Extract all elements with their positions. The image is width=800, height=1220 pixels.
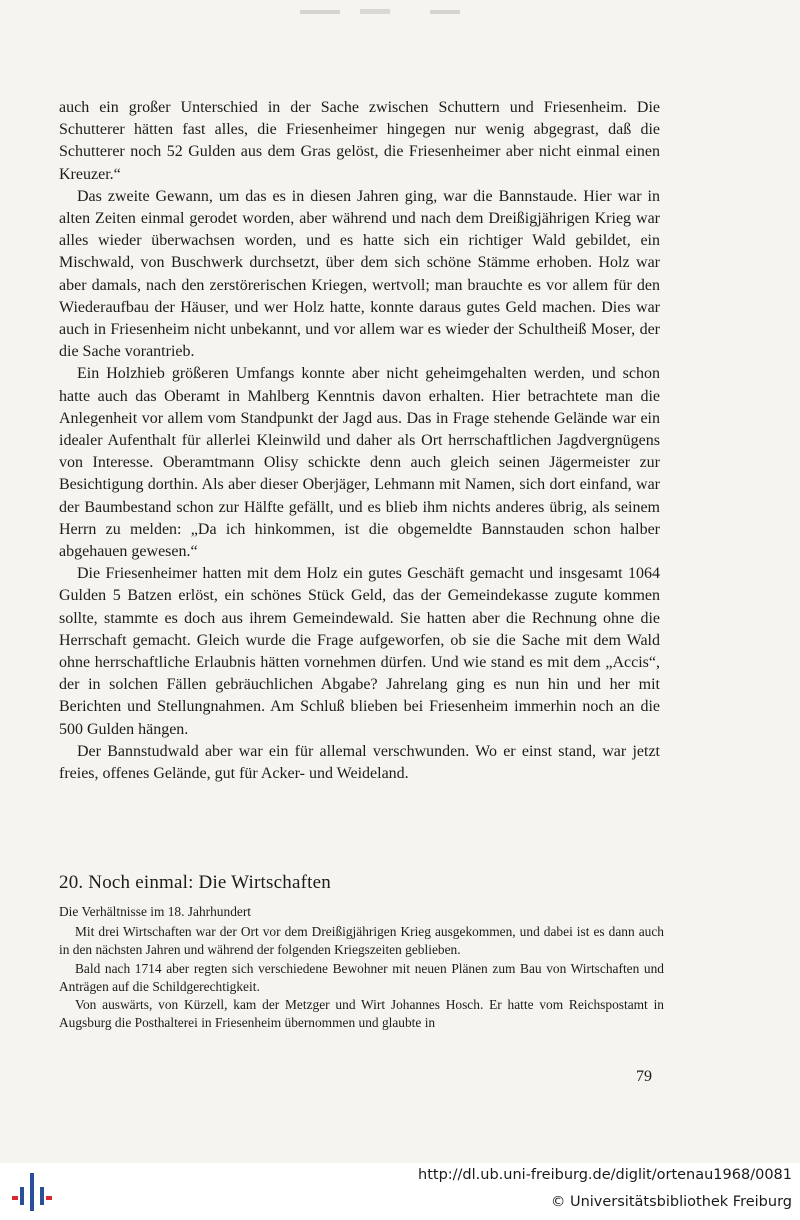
subsection-paragraph: Bald nach 1714 aber regten sich verschiedene Bewohner mit neuen Plänen zum Bau von Wirtschaften und Anträgen auf die Schildgerechtigkeit. xyxy=(59,960,664,994)
subsection-paragraph: Mit drei Wirtschaften war der Ort vor dem Dreißigjährigen Krieg ausgekommen, und dabei ist es dann auch in den nächsten Jahren und während der folgenden Kriegszeiten geblieben. xyxy=(59,924,664,958)
subsection-paragraph: Von auswärts, von Kürzell, kam der Metzger und Wirt Johannes Hosch. Er hatte vom Reichspostamt in Augsburg die Posthalterei in Friesenheim übernommen und glaubte in xyxy=(59,997,664,1031)
body-text xyxy=(59,97,660,785)
permalink-url[interactable]: http://dl.ub.uni-freiburg.de/diglit/ortenau1968/0081 xyxy=(418,1167,792,1183)
paragraph: Das zweite Gewann, um das es in diesen Jahren ging, war die Bannstaude. Hier war in alten Zeiten einmal gerodet worden, aber während und nach dem Dreißigjährigen Krieg war alles wieder überwachsen worden, und es hatte sich ein richtiger Wald gebildet, ein Mischwald, von Buschwerk durchsetzt, über dem sich schöne Stämme erhoben. Holz war aber damals, nach den zerstörerischen Kriegen, wertvoll; man brauchte es vor allem für den Wiederaufbau der Häuser, und wer Holz hatte, konnte daraus gutes Geld machen. Dies war auch in Friesenheim nicht unbekannt, und vor allem war es wieder der Schultheiß Moser, der die Sache vorantrieb. xyxy=(59,187,660,361)
copyright-notice: © Universitätsbibliothek Freiburg xyxy=(550,1194,792,1210)
library-logo-icon[interactable] xyxy=(12,1171,52,1213)
subsection xyxy=(59,903,664,1033)
scan-artifact xyxy=(290,6,470,20)
paragraph: Ein Holzhieb größeren Umfangs konnte aber nicht geheimgehalten werden, und schon hatte auch das Oberamt in Mahlberg Kenntnis davon erhalten. Hier betrachtete man die Anlegenheit vor allem vom Standpunkt der Jagd aus. Das in Frage stehende Gelände war ein idealer Aufenthalt für allerlei Kleinwild und daher als Ort herrschaftlichen Jagdvergnügens von Interesse. Oberamtmann Olisy schickte denn auch gleich seinen Jägermeister zur Besichtigung dorthin. Als aber dieser Oberjäger, Lehmann mit Namen, sich dort einfand, war der Baumbestand schon zur Hälfte gefällt, und es blieb ihm nichts anderes übrig, als seinem Herrn zu melden: „Da ich hinkommen, ist die obgemeldte Bannstauden schon halber abgehauen gewesen.“ xyxy=(59,365,660,561)
page-number: 79 xyxy=(636,1068,652,1085)
paragraph: auch ein großer Unterschied in der Sache zwischen Schuttern und Friesenheim. Die Schutterer hätten fast alles, die Friesenheimer hingegen nur wenig abgegrast, daß die Schutterer noch 52 Gulden aus dem Gras gelöst, die Friesenheimer aber nicht einmal einen Kreuzer.“ xyxy=(59,99,660,183)
subsection-heading: Die Verhältnisse im 18. Jahrhundert xyxy=(59,904,252,919)
paragraph: Die Friesenheimer hatten mit dem Holz ein gutes Geschäft gemacht und insgesamt 1064 Gulden 5 Batzen erlöst, ein schönes Stück Geld, das der Gemeindekasse zugute kommen sollte, stammte es doch aus ihrem Gemeindewald. Sie hatten aber die Rechnung ohne die Herrschaft gemacht. Gleich wurde die Frage aufgeworfen, ob sie die Sache mit dem Wald ohne herrschaftliche Erlaubnis hätten vornehmen dürfen. Und wie stand es mit dem „Accis“, der in solchen Fällen gebräuchlichen Abgabe? Jahrelang ging es nun hin und her mit Berichten und Stellungnahmen. Am Schluß blieben bei Friesenheim immerhin noch an die 500 Gulden hängen. xyxy=(59,565,660,738)
footer-bar xyxy=(0,1163,800,1220)
paragraph: Der Bannstudwald aber war ein für allemal verschwunden. Wo er einst stand, war jetzt freies, offenes Gelände, gut für Acker- und Weideland. xyxy=(59,742,660,783)
section-heading: 20. Noch einmal: Die Wirtschaften xyxy=(59,872,331,893)
